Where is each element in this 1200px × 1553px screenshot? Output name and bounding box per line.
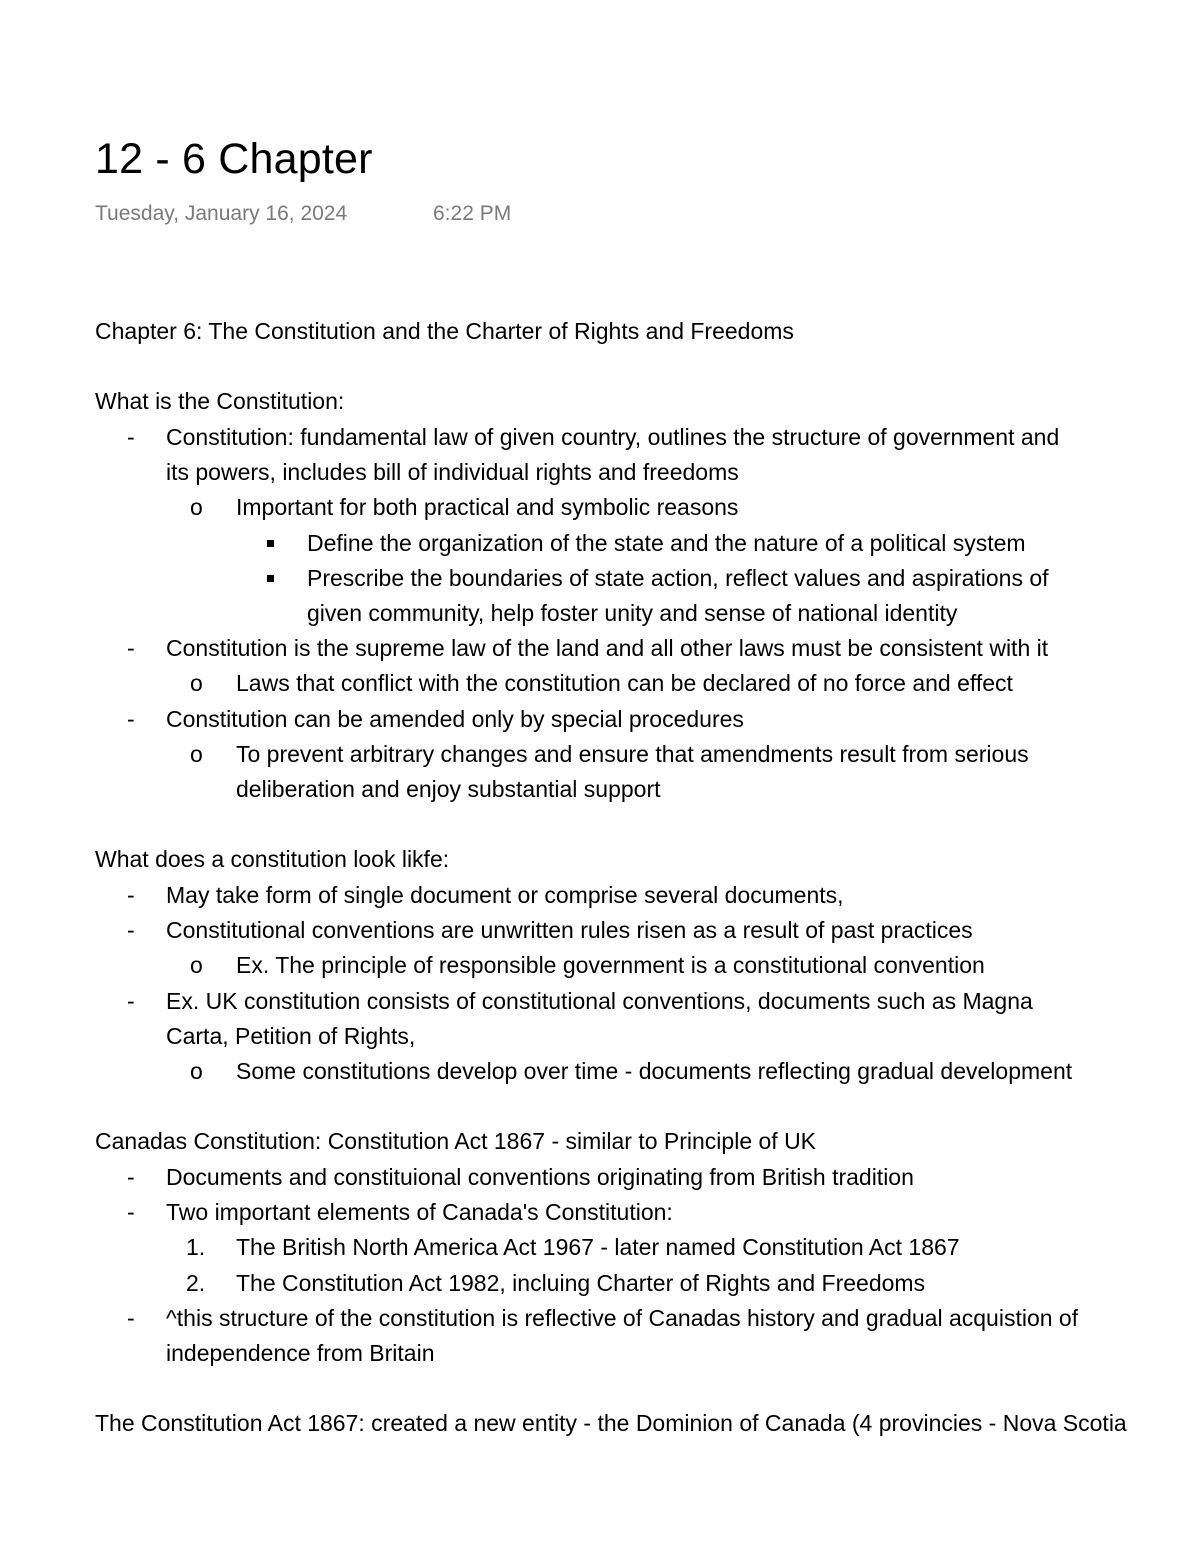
list-item: Constitution can be amended only by special procedures: [166, 706, 744, 732]
chapter-heading: Chapter 6: The Constitution and the Charter of Rights and Freedoms: [95, 318, 794, 344]
section-heading: Canadas Constitution: Constitution Act 1867 - similar to Principle of UK: [95, 1128, 817, 1154]
page-title: 12 - 6 Chapter: [95, 135, 373, 183]
dash-bullet: -: [127, 1164, 135, 1190]
numbered-marker: 1.: [186, 1234, 206, 1260]
list-item: Constitutional conventions are unwritten rules risen as a result of past practices: [166, 917, 973, 943]
list-item: Ex. The principle of responsible government is a constitutional convention: [236, 952, 985, 978]
circle-bullet: o: [190, 741, 203, 767]
dash-bullet: -: [127, 635, 135, 661]
list-item-continuation: deliberation and enjoy substantial support: [236, 776, 661, 802]
list-item: Define the organization of the state and the nature of a political system: [307, 530, 1026, 556]
section-heading: What does a constitution look likfe:: [95, 846, 450, 872]
numbered-marker: 2.: [186, 1270, 206, 1296]
list-item: Prescribe the boundaries of state action, reflect values and aspirations of: [307, 565, 1049, 591]
note-timestamp: [95, 199, 512, 229]
dash-bullet: -: [127, 424, 135, 450]
circle-bullet: o: [190, 952, 203, 978]
circle-bullet: o: [190, 494, 203, 520]
list-item: To prevent arbitrary changes and ensure that amendments result from serious: [236, 741, 1029, 767]
list-item: Documents and constituional conventions originating from British tradition: [166, 1164, 914, 1190]
dash-bullet: -: [127, 1305, 135, 1331]
list-item: Constitution is the supreme law of the land and all other laws must be consistent with it: [166, 635, 1049, 661]
list-item: ^this structure of the constitution is reflective of Canadas history and gradual acquistion of: [166, 1305, 1079, 1331]
dash-bullet: -: [127, 1199, 135, 1225]
numbered-item: The Constitution Act 1982, incluing Charter of Rights and Freedoms: [236, 1270, 926, 1296]
dash-bullet: -: [127, 882, 135, 908]
dash-bullet: -: [127, 917, 135, 943]
list-item: Laws that conflict with the constitution can be declared of no force and effect: [236, 670, 1013, 696]
note-time: 6:22 PM: [433, 202, 512, 225]
numbered-item: The British North America Act 1967 - later named Constitution Act 1867: [236, 1234, 960, 1260]
list-item: May take form of single document or comprise several documents,: [166, 882, 844, 908]
list-item: Constitution: fundamental law of given country, outlines the structure of government and: [166, 424, 1060, 450]
note-date: Tuesday, January 16, 2024: [95, 202, 348, 225]
list-item: Some constitutions develop over time - documents reflecting gradual development: [236, 1058, 1073, 1084]
list-item-continuation: its powers, includes bill of individual rights and freedoms: [166, 459, 739, 485]
list-item-continuation: given community, help foster unity and sense of national identity: [307, 600, 958, 626]
list-item: Important for both practical and symbolic reasons: [236, 494, 739, 520]
square-bullet-icon: [267, 575, 274, 582]
dash-bullet: -: [127, 988, 135, 1014]
list-item: Ex. UK constitution consists of constitutional conventions, documents such as Magna: [166, 988, 1033, 1014]
dash-bullet: -: [127, 706, 135, 732]
section-heading: The Constitution Act 1867: created a new entity - the Dominion of Canada (4 provincies - Nova Scotia: [95, 1410, 1127, 1436]
circle-bullet: o: [190, 1058, 203, 1084]
section-heading: What is the Constitution:: [95, 388, 345, 414]
circle-bullet: o: [190, 670, 203, 696]
list-item-continuation: independence from Britain: [166, 1340, 435, 1366]
list-item: Two important elements of Canada's Constitution:: [166, 1199, 673, 1225]
list-item-continuation: Carta, Petition of Rights,: [166, 1023, 416, 1049]
square-bullet-icon: [267, 540, 274, 547]
